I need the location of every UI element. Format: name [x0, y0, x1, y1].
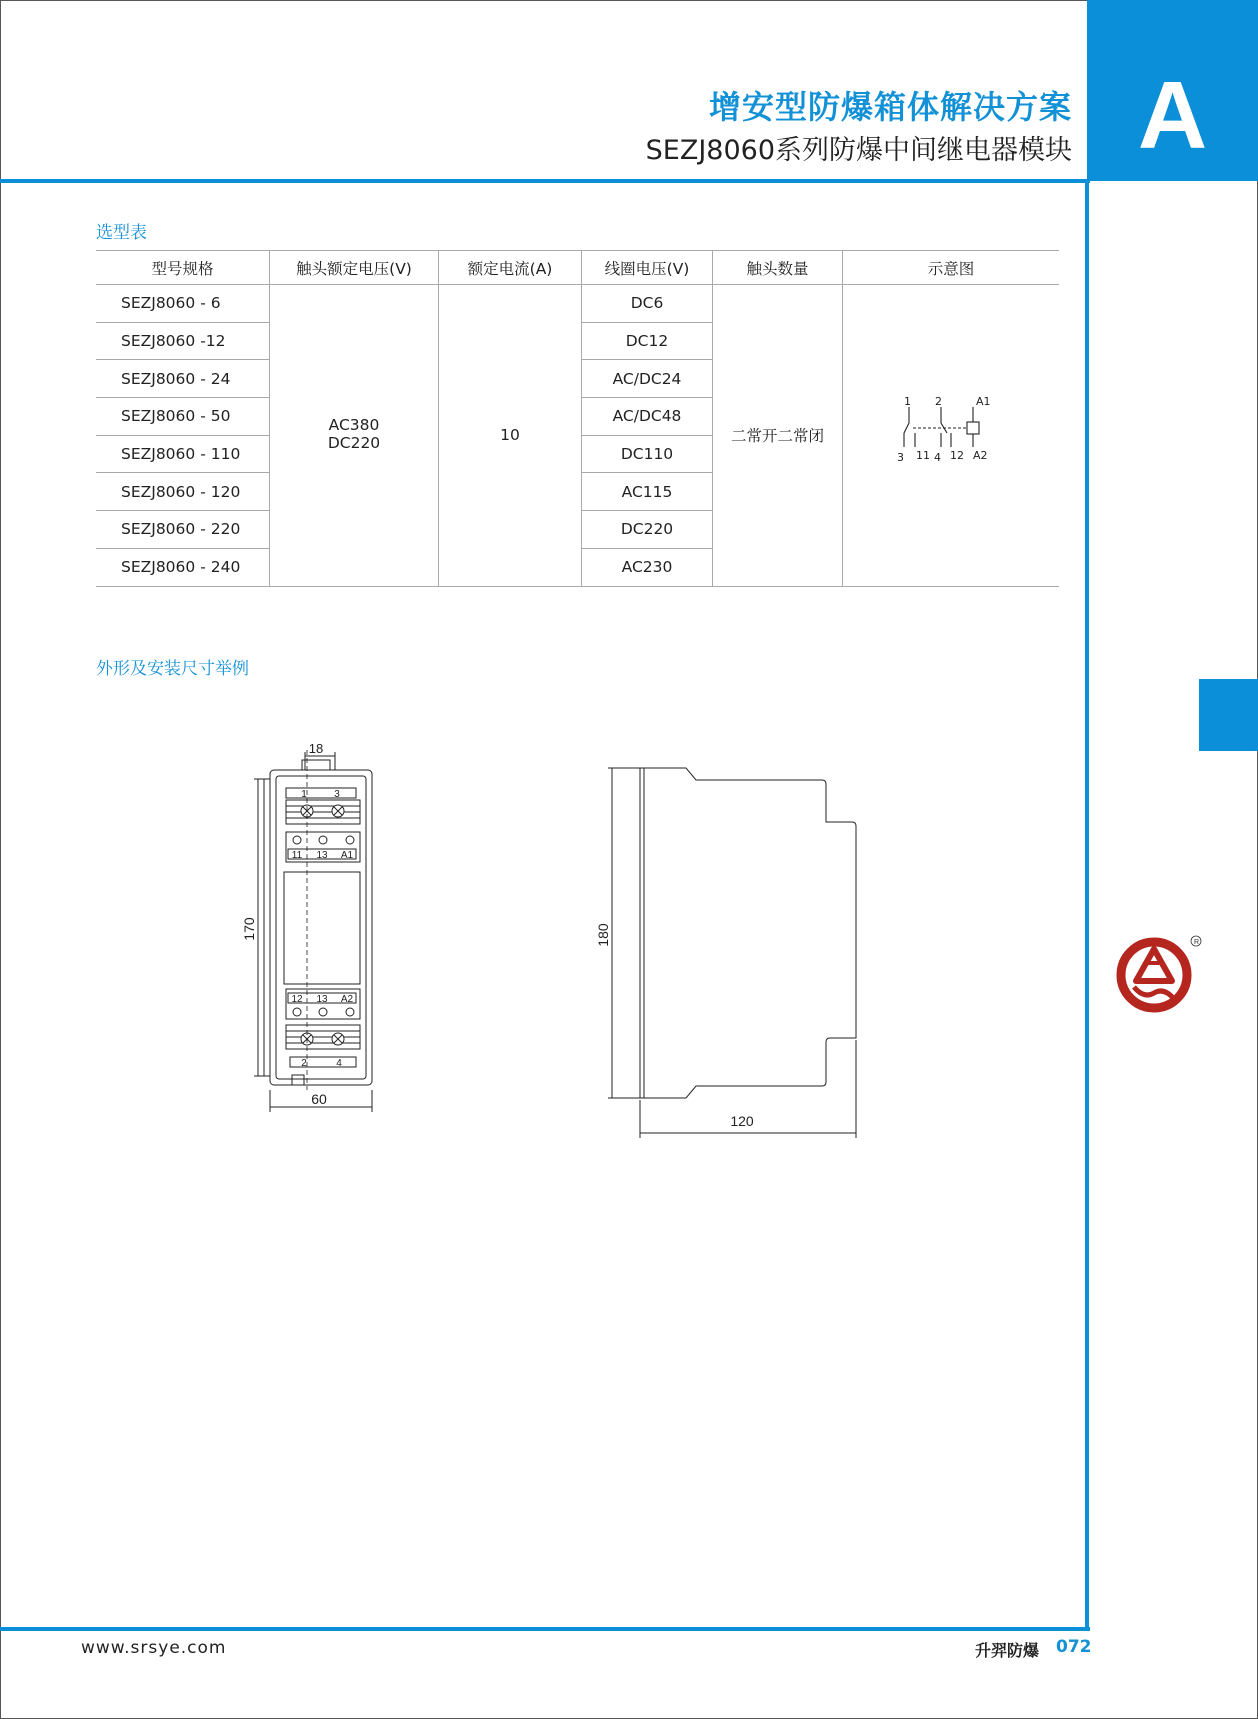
coil-voltage-cell: AC115 — [582, 473, 713, 511]
coil-voltage-cell: AC/DC48 — [582, 398, 713, 436]
column-header: 额定电流(A) — [439, 251, 582, 285]
schematic-label: 1 — [904, 395, 911, 409]
coil-voltage-cell: AC/DC24 — [582, 360, 713, 398]
company-logo — [1112, 933, 1202, 1023]
terminal-label: 3 — [334, 789, 340, 800]
coil-voltage-cell: AC230 — [582, 548, 713, 586]
column-header: 触头数量 — [713, 251, 843, 285]
front-view-drawing — [254, 750, 372, 1112]
terminal-label: 13 — [316, 994, 328, 1005]
terminal-label: 13 — [316, 850, 328, 861]
dimensions-heading: 外形及安装尺寸举例 — [96, 659, 249, 679]
side-depth-label: 120 — [730, 1113, 754, 1129]
page-subtitle: SEZJ8060系列防爆中间继电器模块 — [645, 135, 1072, 166]
category-tab: A — [1087, 0, 1258, 181]
column-header: 线圈电压(V) — [582, 251, 713, 285]
footer-brand: 升羿防爆 — [975, 1641, 1040, 1660]
terminal-label: 12 — [291, 994, 303, 1005]
model-cell: SEZJ8060 - 110 — [96, 435, 270, 473]
contact-voltage-dc: DC220 — [327, 434, 381, 453]
front-height-label: 170 — [241, 917, 257, 941]
page-number: 072 — [1056, 1637, 1092, 1657]
terminal-label: 11 — [291, 850, 303, 861]
front-width-label: 60 — [311, 1091, 327, 1107]
terminal-label: 4 — [336, 1058, 342, 1069]
schematic-label: A1 — [976, 395, 991, 409]
model-cell: SEZJ8060 -12 — [96, 322, 270, 360]
terminal-label: A2 — [340, 994, 354, 1005]
coil-voltage-cell: DC110 — [582, 435, 713, 473]
model-cell: SEZJ8060 - 6 — [96, 285, 270, 323]
terminal-label: 1 — [301, 789, 307, 800]
footer-website: www.srsye.com — [81, 1638, 227, 1658]
rated-current-cell: 10 — [439, 285, 582, 587]
terminal-label: A1 — [340, 850, 354, 861]
model-cell: SEZJ8060 - 50 — [96, 398, 270, 436]
coil-voltage-cell: DC220 — [582, 511, 713, 549]
svg-text:R: R — [1194, 939, 1200, 946]
side-view-drawing — [608, 768, 856, 1138]
schematic-label: 3 — [897, 451, 904, 465]
model-cell: SEZJ8060 - 240 — [96, 548, 270, 586]
schematic-label: 11 — [916, 449, 930, 463]
rail-width-label: 18 — [308, 741, 324, 756]
column-header: 型号规格 — [96, 251, 270, 285]
model-cell: SEZJ8060 - 220 — [96, 511, 270, 549]
page-title: 增安型防爆箱体解决方案 — [708, 88, 1072, 126]
column-header: 触头额定电压(V) — [270, 251, 439, 285]
schematic-label: 2 — [935, 395, 942, 409]
schematic-label: 12 — [950, 449, 964, 463]
contact-voltage-ac: AC380 — [328, 416, 380, 435]
column-header: 示意图 — [843, 251, 1060, 285]
model-cell: SEZJ8060 - 24 — [96, 360, 270, 398]
schematic-label: 4 — [934, 451, 941, 465]
coil-voltage-cell: DC12 — [582, 322, 713, 360]
model-cell: SEZJ8060 - 120 — [96, 473, 270, 511]
coil-voltage-cell: DC6 — [582, 285, 713, 323]
terminal-label: 2 — [301, 1058, 307, 1069]
selection-table-heading: 选型表 — [96, 223, 147, 243]
schematic-label: A2 — [973, 449, 988, 463]
contact-count-cell: 二常开二常闭 — [713, 285, 843, 587]
side-height-label: 180 — [595, 923, 611, 947]
